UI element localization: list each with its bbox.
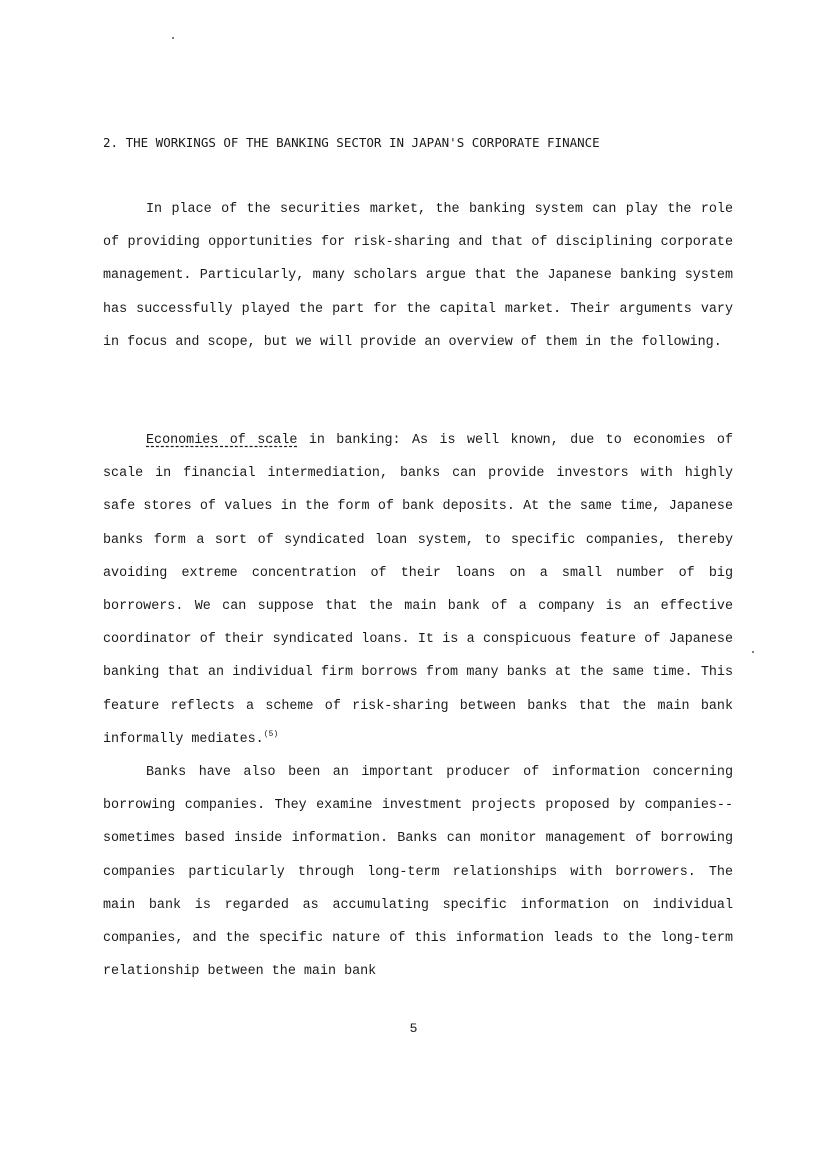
section-heading: 2. THE WORKINGS OF THE BANKING SECTOR IN JAPAN'S CORPORATE FINANCE	[103, 135, 600, 150]
paragraph-lead-term: Economies of scale	[146, 433, 298, 448]
paragraph-intro: In place of the securities market, the banking system can play the role of providing opportunities for risk-sharing and that of disciplining corporate management. Particularly, many scholars argue that the Japanese banking system has successfully played the part for the capital market. Their arguments vary in focus and scope, but we will provide an overview of them in the following.	[103, 202, 733, 350]
scan-speck	[172, 37, 174, 39]
paragraph-body: in banking: As is well known, due to economies of scale in financial intermediation, banks can provide investors with highly safe stores of values in the form of bank deposits. At the same time, Japanese banks form a sort of syndicated loan system, to specific companies, thereby avoiding extreme concentration of their loans on a small number of big borrowers. We can suppose that the main bank of a company is an effective coordinator of their syndicated loans. It is a conspicuous feature of Japanese banking that an individual firm borrows from many banks at the same time. This feature reflects a scheme of risk-sharing between banks that the main bank informally mediates.	[103, 433, 733, 747]
paragraph-information-production: Banks have also been an important producer of information concerning borrowing companies. They examine investment projects proposed by companies--sometimes based inside information. Banks can monitor management of borrowing companies particularly through long-term relationships with borrowers. The main bank is regarded as accumulating specific information on individual companies, and the specific nature of this information leads to the long-term relationship between the main bank	[103, 765, 733, 980]
scan-speck	[752, 651, 754, 653]
page-number: 5	[409, 1021, 418, 1036]
footnote-marker: (5)	[263, 729, 279, 739]
paragraph-economies-of-scale	[103, 424, 733, 756]
